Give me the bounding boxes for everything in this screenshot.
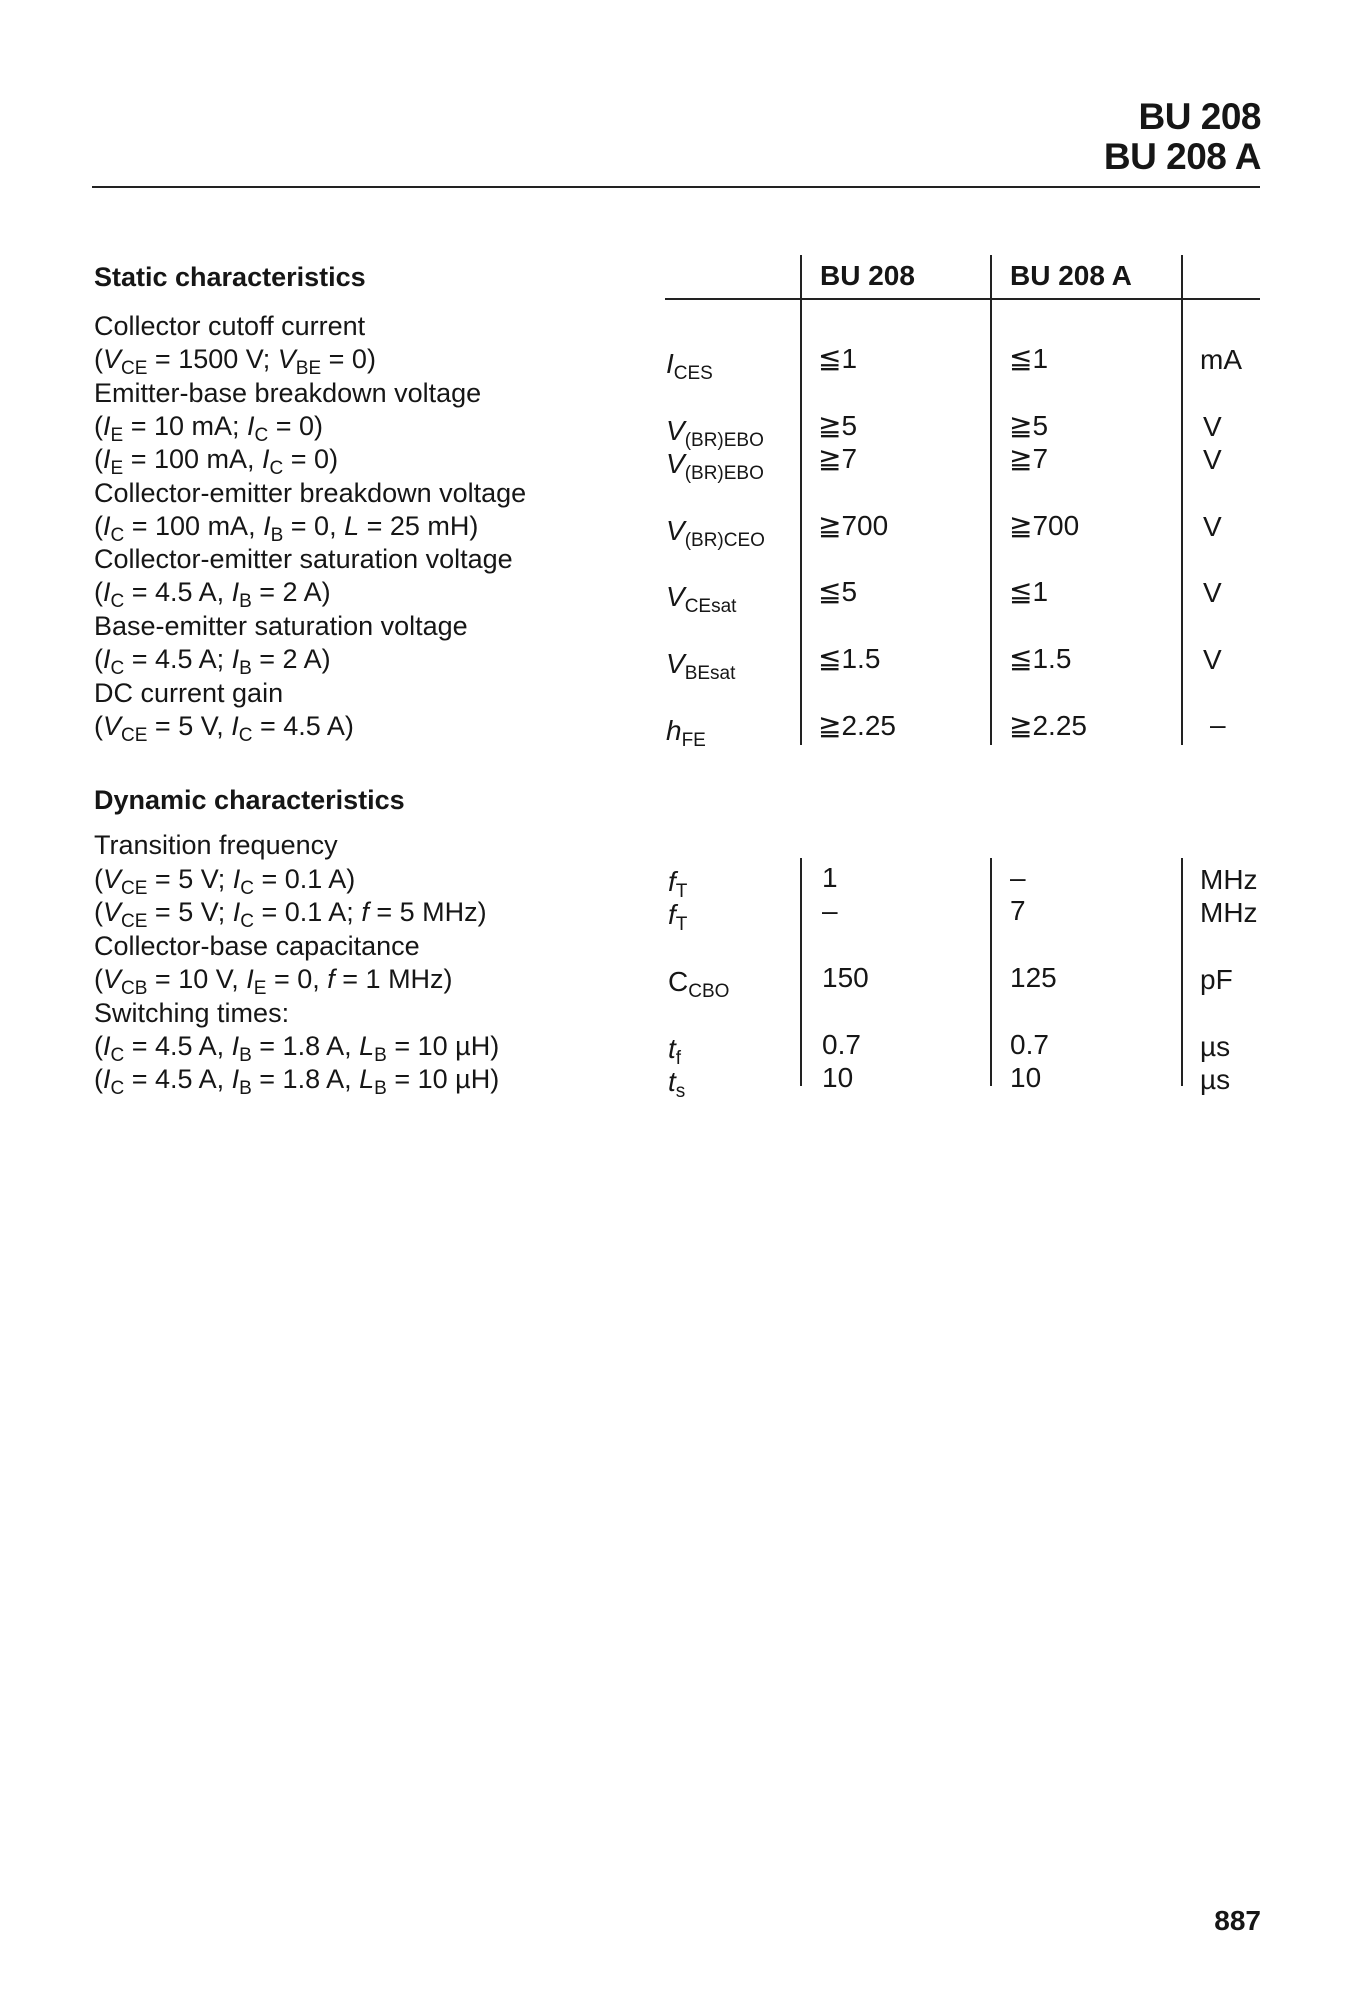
param-label-dc-gain: DC current gain (94, 678, 284, 708)
value-ft-1-bu208: 1 (822, 862, 838, 893)
header-rule (92, 186, 1260, 188)
value-vbrceo-bu208: ≧700 (818, 510, 889, 541)
column-header-bu208a: BU 208 A (1010, 260, 1132, 291)
value-vcesat-bu208a: ≦1 (1009, 576, 1049, 607)
value-vbesat-bu208: ≦1.5 (818, 643, 881, 674)
dyn-divider-col1 (800, 858, 802, 1086)
column-header-bu208: BU 208 (820, 260, 915, 291)
value-hfe-bu208a: ≧2.25 (1009, 710, 1087, 741)
unit-hfe: – (1210, 709, 1226, 740)
symbol-ccbo: $C_{CBO}$ (668, 966, 730, 1002)
value-ft-1-bu208a: – (1010, 862, 1026, 893)
part-number-title: BU 208 (1138, 96, 1261, 137)
param-cond-collector-cutoff: ($V_{CE} = 1500$ V; $V_{BE} = 0$) (94, 344, 376, 379)
unit-vbesat: V (1203, 644, 1222, 675)
page-number: 887 (1214, 1905, 1261, 1936)
unit-vbrebo-1: V (1203, 411, 1222, 442)
static-characteristics-title: Static characteristics (94, 262, 366, 292)
param-cond-collector-emitter-sat: ($I_C = 4.5$ A, $I_B = 2$ A) (94, 577, 331, 612)
param-cond-transition-frequency-2: ($V_{CE} = 5$ V; $I_C = 0.1$ A; f = 5 MHz) (94, 897, 487, 932)
value-vbesat-bu208a: ≦1.5 (1009, 643, 1072, 674)
symbol-tf: $t_f$ (668, 1033, 682, 1069)
dyn-divider-col2 (990, 858, 992, 1086)
param-cond-transition-frequency-1: ($V_{CE} = 5$ V; $I_C = 0.1$ A) (94, 864, 356, 899)
value-vbrebo-1-bu208: ≧5 (818, 410, 858, 441)
param-label-collector-base-capacitance: Collector-base capacitance (94, 931, 420, 961)
param-label-emitter-base-breakdown: Emitter-base breakdown voltage (94, 378, 482, 408)
symbol-vcesat: $V_{CEsat}$ (666, 581, 737, 617)
symbol-vbesat: $V_{BEsat}$ (666, 648, 736, 684)
value-ccbo-bu208a: 125 (1010, 962, 1057, 993)
value-tf-bu208a: 0.7 (1010, 1029, 1049, 1060)
value-hfe-bu208: ≧2.25 (818, 710, 896, 741)
param-label-collector-cutoff: Collector cutoff current (94, 311, 366, 341)
symbol-ft-1: $f_T$ (668, 866, 688, 902)
value-ices-bu208a: ≦1 (1009, 343, 1049, 374)
symbol-ts: $t_s$ (668, 1066, 686, 1102)
param-cond-emitter-base-breakdown-1: ($I_E = 10$ mA; $I_C = 0$) (94, 411, 324, 446)
unit-vbrceo: V (1203, 511, 1222, 542)
table-divider-col1 (800, 255, 802, 745)
part-number-title-variant: BU 208 A (1103, 136, 1261, 177)
symbol-vbrceo: $V_{(BR)CEO}$ (666, 515, 765, 551)
param-label-collector-emitter-sat: Collector-emitter saturation voltage (94, 544, 513, 574)
value-vbrebo-2-bu208a: ≧7 (1009, 443, 1049, 474)
unit-ft-1: MHz (1200, 864, 1258, 895)
symbol-ft-2: $f_T$ (668, 899, 688, 935)
unit-vbrebo-2: V (1203, 444, 1222, 475)
unit-tf: µs (1200, 1031, 1231, 1062)
dynamic-characteristics-title: Dynamic characteristics (94, 785, 405, 815)
value-vbrceo-bu208a: ≧700 (1009, 510, 1080, 541)
value-vbrebo-2-bu208: ≧7 (818, 443, 858, 474)
symbol-vbrebo-2: $V_{(BR)EBO}$ (666, 448, 764, 484)
table-header-rule (665, 298, 1260, 300)
param-label-switching-times: Switching times: (94, 998, 290, 1028)
value-vbrebo-1-bu208a: ≧5 (1009, 410, 1049, 441)
param-cond-base-emitter-sat: ($I_C = 4.5$ A; $I_B = 2$ A) (94, 644, 331, 679)
param-cond-collector-base-capacitance: ($V_{CB} = 10$ V, $I_E = 0$, f = 1 MHz) (94, 964, 453, 999)
param-cond-collector-emitter-breakdown: ($I_C = 100$ mA, $I_B = 0$, L = 25 mH) (94, 511, 479, 546)
value-ts-bu208: 10 (822, 1062, 854, 1093)
param-cond-dc-gain: ($V_{CE} = 5$ V, $I_C = 4.5$ A) (94, 711, 354, 746)
table-divider-col2 (990, 255, 992, 745)
value-ices-bu208: ≦1 (818, 343, 858, 374)
symbol-hfe: $h_{FE}$ (666, 715, 706, 751)
unit-vcesat: V (1203, 577, 1222, 608)
value-tf-bu208: 0.7 (822, 1029, 861, 1060)
param-label-transition-frequency: Transition frequency (94, 830, 338, 860)
value-ft-2-bu208: – (822, 895, 838, 926)
value-vcesat-bu208: ≦5 (818, 576, 858, 607)
value-ts-bu208a: 10 (1010, 1062, 1042, 1093)
symbol-vbrebo-1: $V_{(BR)EBO}$ (666, 415, 764, 451)
param-label-base-emitter-sat: Base-emitter saturation voltage (94, 611, 468, 641)
unit-ts: µs (1200, 1064, 1231, 1095)
param-cond-switching-2: ($I_C = 4.5$ A, $I_B = 1.8$ A, $L_B = 10$ µH) (94, 1064, 500, 1099)
param-cond-emitter-base-breakdown-2: ($I_E = 100$ mA, $I_C = 0$) (94, 444, 339, 479)
table-divider-col3 (1181, 255, 1183, 745)
dyn-divider-col3 (1181, 858, 1183, 1086)
param-cond-switching-1: ($I_C = 4.5$ A, $I_B = 1.8$ A, $L_B = 10$ µH) (94, 1031, 500, 1066)
param-label-collector-emitter-breakdown: Collector-emitter breakdown voltage (94, 478, 527, 508)
unit-ccbo: pF (1200, 964, 1233, 995)
value-ccbo-bu208: 150 (822, 962, 869, 993)
unit-ices: mA (1200, 344, 1242, 375)
unit-ft-2: MHz (1200, 897, 1258, 928)
value-ft-2-bu208a: 7 (1010, 895, 1026, 926)
symbol-ices: $I_{CES}$ (666, 348, 713, 384)
